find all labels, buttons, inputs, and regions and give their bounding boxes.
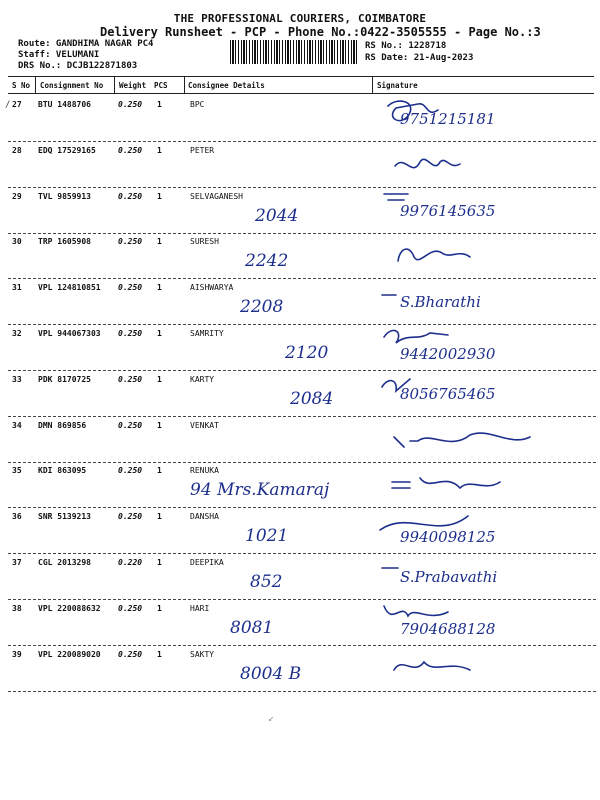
signature-scribble [390,472,590,506]
row-consignment: EDQ 17529165 [38,146,96,155]
rs-number: RS No.: 1228718 [365,41,447,51]
row-sno: 35 [12,466,22,475]
row-pcs: 1 [157,512,162,521]
row-weight: 0.250 [118,512,143,521]
handwritten-note: 2208 [240,297,284,317]
row-weight: 0.250 [118,192,143,201]
row-pcs: 1 [157,375,162,384]
row-sno: 31 [12,283,22,292]
row-sno: 36 [12,512,22,521]
handwritten-note: 8004 B [240,664,302,684]
table-row [0,325,600,371]
handwritten-phone: 9976145635 [400,202,496,220]
row-pcs: 1 [157,466,162,475]
row-consignment: BTU 1488706 [38,100,91,109]
row-sno: 38 [12,604,22,613]
column-divider [184,77,185,93]
row-pcs: 1 [157,237,162,246]
row-sno: 39 [12,650,22,659]
row-weight: 0.250 [118,421,143,430]
row-consignment: VPL 944067303 [38,329,101,338]
handwritten-note: 852 [250,572,283,592]
col-consignee: Consignee Details [188,81,265,90]
table-row [0,554,600,600]
handwritten-phone: 8056765465 [400,385,496,403]
row-sno: 34 [12,421,22,430]
table-row [0,462,600,508]
handwritten-note: 2044 [255,206,299,226]
handwritten-note: 8081 [230,618,274,638]
row-sno: 27 [12,100,22,109]
margin-mark: / [5,100,11,110]
table-row [0,600,600,646]
row-pcs: 1 [157,604,162,613]
table-row [0,233,600,279]
route-label: Route: GANDHIMA NAGAR PC4 [18,39,154,49]
stray-mark: ↙ [268,713,275,724]
row-weight: 0.250 [118,650,143,659]
handwritten-phone: S.Prabavathi [400,568,498,586]
signature-scribble [378,327,578,361]
staff-label: Staff: VELUMANI [18,50,100,60]
handwritten-phone: 9751215181 [400,110,496,128]
row-pcs: 1 [157,146,162,155]
row-pcs: 1 [157,192,162,201]
company-name: THE PROFESSIONAL COURIERS, COIMBATORE [173,12,427,25]
signature-scribble [378,190,578,224]
row-consignee: AISHWARYA [190,283,234,292]
row-divider [8,691,596,692]
row-pcs: 1 [157,650,162,659]
handwritten-note: 1021 [245,526,289,546]
table-row [0,96,600,142]
row-weight: 0.250 [118,146,143,155]
row-consignee: PETER [190,146,215,155]
row-consignee: DEEPIKA [190,558,224,567]
col-weight: Weight [119,81,147,90]
table-row [0,508,600,554]
row-consignment: DMN 869856 [38,421,87,430]
runsheet-title: Delivery Runsheet - PCP - Phone No.:0422-3505555 - Page No.:3 [100,25,541,39]
row-sno: 30 [12,237,22,246]
row-sno: 32 [12,329,22,338]
row-sno: 28 [12,146,22,155]
col-sno: S No [12,81,31,90]
row-consignee: KARTY [190,375,215,384]
row-weight: 0.250 [118,375,143,384]
table-row [0,142,600,188]
signature-scribble [378,602,578,636]
signature-scribble [378,98,578,132]
row-sno: 37 [12,558,22,567]
row-consignment: KDI 863095 [38,466,87,475]
table-row [0,371,600,417]
row-pcs: 1 [157,421,162,430]
handwritten-phone: 9940098125 [400,528,496,546]
signature-scribble [390,656,590,690]
row-pcs: 1 [157,329,162,338]
row-consignment: CGL 2013298 [38,558,91,567]
signature-scribble [378,373,578,407]
signature-scribble [390,152,590,186]
row-consignment: VPL 124810851 [38,283,101,292]
drs-number: DRS No.: DCJB122871803 [18,61,138,71]
header-bottom-rule [8,93,594,94]
row-weight: 0.250 [118,466,143,475]
row-weight: 0.250 [118,329,143,338]
column-divider [114,77,115,93]
column-divider [35,77,36,93]
table-row [0,279,600,325]
row-consignment: TRP 1605908 [38,237,91,246]
signature-scribble [390,243,590,277]
col-signature: Signature [377,81,418,90]
signature-scribble [378,510,578,544]
row-consignee: DANSHA [190,512,219,521]
row-consignment: PDK 8170725 [38,375,91,384]
row-consignee: RENUKA [190,466,219,475]
table-row [0,417,600,463]
table-row [0,188,600,234]
rs-date: RS Date: 21-Aug-2023 [365,53,474,63]
row-consignee: SURESH [190,237,219,246]
row-consignee: SAMRITY [190,329,224,338]
handwritten-note: 2120 [285,343,329,363]
row-pcs: 1 [157,100,162,109]
row-consignment: SNR 5139213 [38,512,91,521]
row-consignee: HARI [190,604,210,613]
handwritten-phone: 9442002930 [400,345,496,363]
table-row [0,646,600,692]
handwritten-note: 94 Mrs.Kamaraj [190,480,330,500]
barcode [230,40,358,64]
row-pcs: 1 [157,558,162,567]
signature-scribble [378,281,578,315]
row-consignment: TVL 9859913 [38,192,91,201]
handwritten-phone: S.Bharathi [400,293,481,311]
row-consignment: VPL 220088632 [38,604,101,613]
row-weight: 0.250 [118,237,143,246]
row-sno: 33 [12,375,22,384]
handwritten-phone: 7904688128 [400,620,496,638]
row-consignee: BPC [190,100,205,109]
row-pcs: 1 [157,283,162,292]
signature-scribble [390,427,590,461]
row-sno: 29 [12,192,22,201]
row-weight: 0.250 [118,604,143,613]
row-consignee: SELVAGANESH [190,192,243,201]
row-consignee: VENKAT [190,421,219,430]
header-top-rule [8,76,594,77]
row-weight: 0.250 [118,283,143,292]
row-consignment: VPL 220089020 [38,650,101,659]
column-divider [372,77,373,93]
row-consignee: SAKTY [190,650,215,659]
col-pcs: PCS [154,81,168,90]
row-weight: 0.220 [118,558,143,567]
col-consignment: Consignment No [40,81,104,90]
signature-scribble [378,556,578,590]
handwritten-note: 2242 [245,251,289,271]
handwritten-note: 2084 [290,389,334,409]
row-weight: 0.250 [118,100,143,109]
